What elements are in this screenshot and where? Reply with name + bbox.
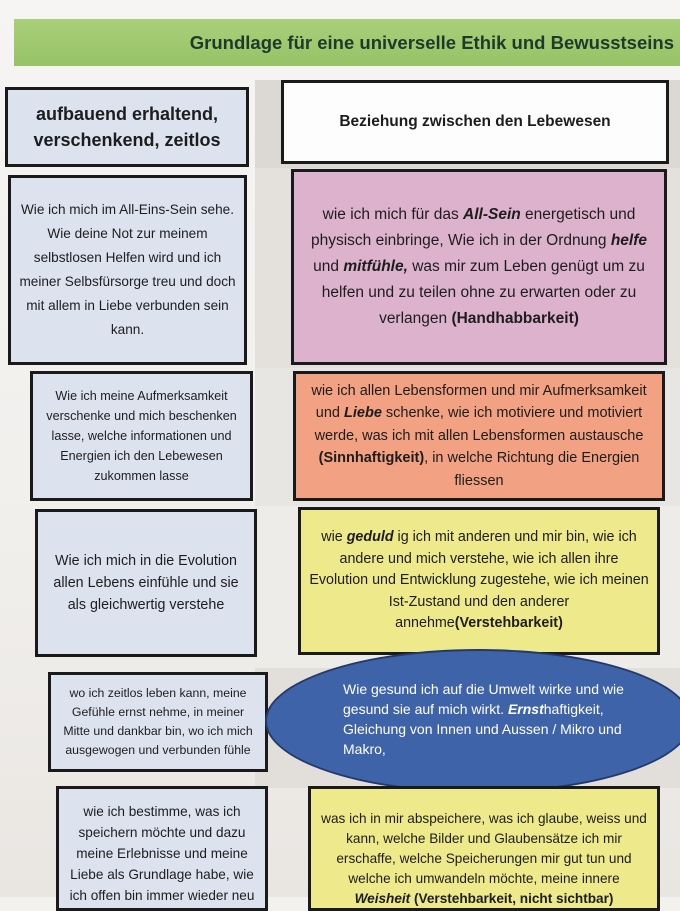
right-cell-2-text: wie ich allen Lebensformen und mir Aufmerksamkeit und Liebe schenke, wie ich motiviere und motiviert werde, was ich mit allen Lebensformen austausche (Sinnhaftigkeit), in welche Richtung die Energien fliessen <box>311 382 647 489</box>
right-cell-3 <box>298 507 660 655</box>
right-cell-1 <box>291 169 667 365</box>
page-title: Grundlage für eine universelle Ethik und Bewusstseins <box>189 31 674 53</box>
left-cell-5 <box>56 786 268 911</box>
right-header-text: Beziehung zwischen den Lebewesen <box>339 113 611 130</box>
left-cell-1 <box>8 175 247 365</box>
left-cell-3 <box>35 509 257 657</box>
title-banner <box>14 19 680 66</box>
left-cell-4-text: wo ich zeitlos leben kann, meine Gefühle ernst nehme, in meiner Mitte und dankbar bin, wo ich mich ausgewogen und verbunden fühle <box>63 686 253 757</box>
left-header-box <box>5 87 249 167</box>
right-cell-2 <box>293 371 665 501</box>
left-cell-4 <box>48 672 268 772</box>
right-cell-5 <box>308 786 660 911</box>
left-cell-3-text: Wie ich mich in die Evolution allen Lebens einfühle und sie als gleichwertig verstehe <box>53 553 239 613</box>
left-cell-5-text: wie ich bestimme, was ich speichern möchte und dazu meine Erlebnisse und meine Liebe als Grundlage habe, wie ich offen bin immer wieder neu <box>69 804 255 903</box>
left-cell-1-text: Wie ich mich im All-Eins-Sein sehe. Wie deine Not zur meinem selbstlosen Helfen wird und ich meiner Selbsfürsorge treu und doch mit allem in Liebe verbunden sein kann. <box>19 202 236 337</box>
left-cell-2-text: Wie ich meine Aufmerksamkeit verschenke und mich beschenken lasse, welche informationen und Energien ich den Lebewesen zukommen lasse <box>46 389 237 483</box>
right-cell-4-text: Wie gesund ich auf die Umwelt wirke und wie gesund sie auf mich wirkt. Ernsthaftigkeit, Gleichung von Innen und Aussen / Mikro und Makro, <box>343 681 624 757</box>
right-cell-4-oval <box>265 649 680 793</box>
right-cell-5-text: was ich in mir abspeichere, was ich glaube, weiss und kann, welche Bilder und Glaubensätze ich mir erschaffe, welche Speicherungen mir gut tun und welche ich umwandeln möchte, meine innere Weisheit (Verstehbarkeit, nicht sichtbar) <box>321 811 647 906</box>
right-header-box <box>281 80 669 164</box>
right-cell-3-text: wie geduld ig ich mit anderen und mir bin, wie ich andere und mich verstehe, wie ich allen ihre Evolution und Entwicklung zugestehe, wie ich meinen Ist-Zustand und den anderer annehme(Verstehbarkeit) <box>309 529 649 632</box>
right-cell-1-text: wie ich mich für das All-Sein energetisch und physisch einbringe, Wie ich in der Ordnung helfe und mitfühle, was mir zum Leben genügt um zu helfen und zu teilen ohne zu erwarten oder zu verlangen (Handhabbarkeit) <box>310 206 647 327</box>
left-header-text: aufbauend erhaltend, verschenkend, zeitlos <box>33 104 221 150</box>
left-cell-2 <box>30 371 253 501</box>
